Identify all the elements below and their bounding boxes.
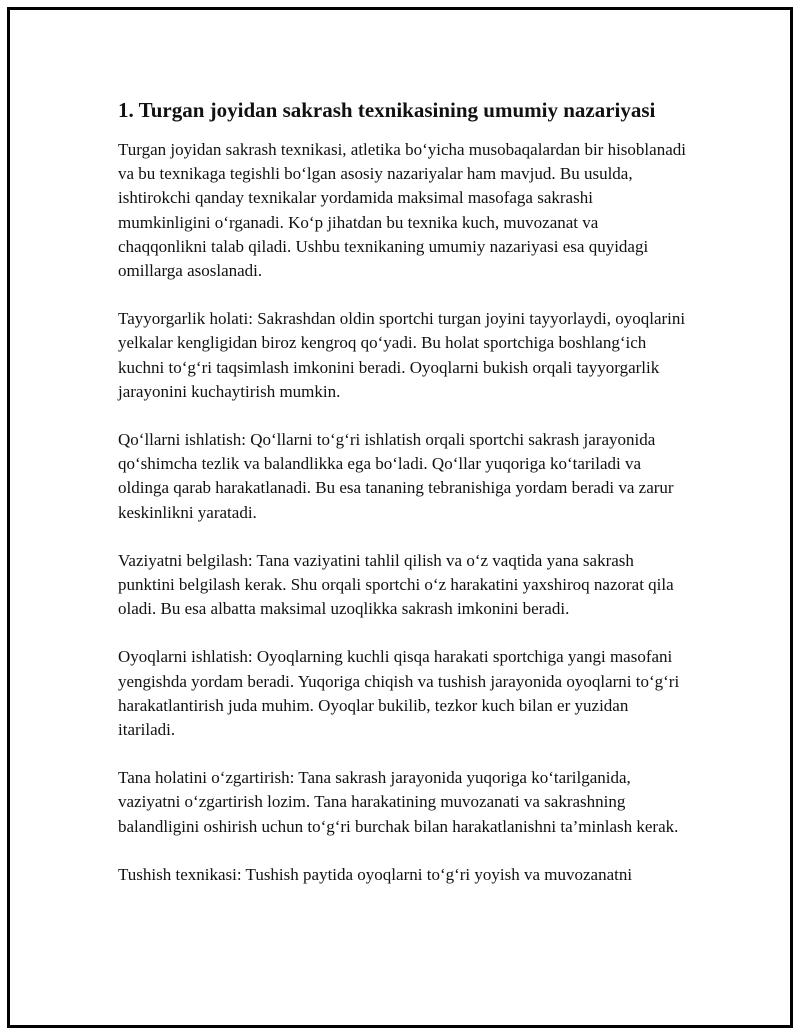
paragraph-landing: Tushish texnikasi: Tushish paytida oyoqlarni to‘g‘ri yoyish va muvozanatni	[118, 864, 633, 884]
paragraph-arm-use: Qo‘llarni ishlatish: Qo‘llarni to‘g‘ri ishlatish orqali sportchi sakrash jarayonida qo‘shimcha tezlik va balandlikka ega bo‘ladi. Qo‘llar yuqoriga ko‘tariladi va oldinga qarab harakatlanadi. Bu esa tananing tebranishiga yordam beradi va zarur keskinlikni yaratadi.	[118, 430, 674, 522]
document-body	[118, 97, 688, 911]
section-title: 1. Turgan joyidan sakrash texnikasining umumiy nazariyasi	[118, 98, 656, 122]
page-frame	[7, 7, 793, 1028]
paragraph-intro: Turgan joyidan sakrash texnikasi, atletika bo‘yicha musobaqalardan bir hisoblanadi va bu texnikaga tegishli bo‘lgan asosiy nazariyalar ham mavjud. Bu usulda, ishtirokchi qanday texnikalar yordamida maksimal masofaga sakrashi mumkinligini o‘rganadi. Ko‘p jihatdan bu texnika kuch, muvozanat va chaqqonlikni talab qiladi. Ushbu texnikaning umumiy nazariyasi esa quyidagi omillarga asoslanadi.	[118, 140, 686, 281]
paragraph-body-position: Tana holatini o‘zgartirish: Tana sakrash jarayonida yuqoriga ko‘tarilganida, vaziyatni o‘zgartirish lozim. Tana harakatining muvozanati va sakrashning balandligini oshirish uchun to‘g‘ri burchak bilan harakatlanishni ta’minlash kerak.	[118, 768, 679, 836]
paragraph-positioning: Vaziyatni belgilash: Tana vaziyatini tahlil qilish va o‘z vaqtida yana sakrash punktini belgilash kerak. Shu orqali sportchi o‘z harakatini yaxshiroq nazorat qila oladi. Bu esa albatta maksimal uzoqlikka sakrash imkonini beradi.	[118, 550, 674, 619]
paragraph-preparation: Tayyorgarlik holati: Sakrashdan oldin sportchi turgan joyini tayyorlaydi, oyoqlarini yelkalar kengligidan biroz kengroq qo‘yadi. Bu holat sportchiga boshlang‘ich kuchni to‘g‘ri taqsimlash imkonini beradi. Oyoqlarni bukish orqali tayyorgarlik jarayonini kuchaytirish mumkin.	[118, 309, 686, 401]
paragraph-leg-use: Oyoqlarni ishlatish: Oyoqlarning kuchli qisqa harakati sportchiga yangi masofani yengishda yordam beradi. Yuqoriga chiqish va tushish jarayonida oyoqlarni to‘g‘ri harakatlantirish juda muhim. Oyoqlar bukilib, tezkor kuch bilan er yuzidan itariladi.	[118, 647, 680, 740]
